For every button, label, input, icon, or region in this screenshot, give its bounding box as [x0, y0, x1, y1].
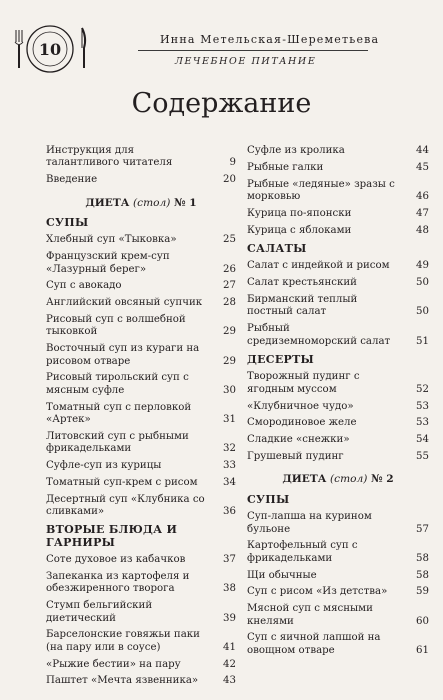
diet-1-label: ДИЕТА [85, 196, 134, 209]
toc-entry-page: 51 [416, 335, 429, 347]
toc-entry-page: 25 [223, 234, 236, 246]
toc-entry-title: Рыбный средиземноморский салат [247, 323, 391, 347]
toc-entry-title: Хлебный суп «Тыковка» [46, 234, 177, 246]
toc-entry-page: 54 [416, 434, 429, 446]
toc-entry-title: Смородиновое желе [247, 417, 357, 429]
toc-entry-page: 53 [416, 400, 429, 412]
toc-entry-title: Мясной суп с мясными кнелями [247, 603, 373, 627]
toc-entry [247, 417, 429, 429]
toc-entry-page: 32 [223, 443, 236, 455]
toc-entry-title: Восточный суп из кураги на рисовом отваре [46, 343, 200, 367]
toc-entry [247, 401, 429, 413]
toc-entry [46, 234, 236, 246]
toc-entry [46, 477, 236, 489]
toc-entry-title: Барселонские говяжьи паки (на пару или в соусе) [46, 629, 200, 653]
mains-heading: ВТОРЫЕ БЛЮДА И ГАРНИРЫ [46, 523, 178, 549]
toc-entry-page: 58 [416, 552, 429, 564]
toc-entry [46, 659, 236, 671]
soups-2-heading: СУПЫ [247, 492, 290, 506]
diet-1-heading [46, 197, 236, 209]
toc-entry-page: 45 [416, 161, 429, 173]
toc-entry [247, 323, 429, 348]
toc-entry-title: Английский овсяный супчик [46, 297, 203, 309]
toc-entry-title: Запеканка из картофеля и обезжиренного творога [46, 571, 190, 595]
toc-entry-page: 57 [416, 523, 429, 535]
toc-entry-page: 48 [416, 224, 429, 236]
toc-entry [46, 372, 236, 397]
toc-entry-page: 53 [416, 417, 429, 429]
toc-entry-title: Томатный суп-крем с рисом [46, 476, 198, 488]
toc-entry-page: 33 [223, 460, 236, 472]
toc-entry-title: Творожный пудинг с ягодным муссом [247, 371, 360, 395]
toc-entry [247, 260, 429, 272]
header-divider [138, 50, 368, 51]
toc-entry [46, 174, 236, 186]
toc-entry [247, 162, 429, 174]
toc-entry-page: 28 [223, 297, 236, 309]
toc-entry [247, 451, 429, 463]
diet-2-table-label: (стол) [330, 473, 368, 486]
toc-entry [46, 460, 236, 472]
toc-entry-page: 41 [223, 641, 236, 653]
toc-entry-page: 34 [223, 476, 236, 488]
toc-right-column [247, 145, 429, 662]
toc-entry-title: Рисовый суп с волшебной тыковкой [46, 314, 186, 338]
toc-intro-group [46, 145, 236, 187]
author-name: Инна Метельская-Шереметьева [160, 33, 380, 46]
toc-entry-title: Суфле из кролика [247, 145, 345, 156]
toc-entry [247, 632, 429, 657]
toc-entry-title: Французский крем-суп «Лазурный берег» [46, 251, 170, 275]
toc-entry-title: Щи обычные [247, 569, 317, 581]
toc-entry-title: Грушевый пудинг [247, 451, 344, 463]
toc-entry-page: 59 [416, 586, 429, 598]
toc-entry-title: Бирманский теплый постный салат [247, 294, 358, 318]
toc-entry-page: 38 [223, 583, 236, 595]
toc-entry [46, 314, 236, 339]
toc-entry-title: Рыбные галки [247, 161, 324, 173]
toc-entry-title: Сладкие «снежки» [247, 434, 350, 446]
diet-1-number: № 1 [170, 196, 197, 209]
toc-entry-page: 20 [223, 174, 236, 186]
toc-entry-title: Суп-лапша на курином бульоне [247, 511, 372, 535]
soups-heading: СУПЫ [46, 216, 89, 230]
toc-entry [247, 511, 429, 536]
toc-entry [247, 434, 429, 446]
toc-entry-title: Суфле-суп из курицы [46, 460, 162, 472]
toc-entry-page: 27 [223, 280, 236, 292]
toc-entry-page: 29 [223, 326, 236, 338]
toc-entry-page: 42 [223, 658, 236, 670]
toc-entry [46, 145, 236, 170]
toc-entry-page: 36 [223, 506, 236, 518]
toc-entry [247, 603, 429, 628]
toc-entry [247, 145, 429, 157]
toc-entry-title: «Клубничное чудо» [247, 400, 354, 412]
toc-entry-page: 58 [416, 569, 429, 581]
diet-2-heading [247, 473, 429, 485]
toc-entry-page: 60 [416, 615, 429, 627]
diet-2-number: № 2 [367, 473, 394, 486]
toc-entry-title: Введение [46, 174, 98, 186]
toc-entry-title: Десертный суп «Клубника со сливками» [46, 493, 205, 518]
toc-soups-group [46, 234, 236, 518]
toc-entry [46, 297, 236, 309]
toc-entry [46, 554, 236, 566]
toc-entry [247, 225, 429, 237]
toc-entry [247, 277, 429, 289]
toc-entry-page: 37 [223, 554, 236, 566]
toc-soups-2-group [247, 511, 429, 657]
toc-entry [247, 570, 429, 582]
toc-entry-title: Рыбные «ледяные» зразы с морковью [247, 178, 395, 202]
toc-left-column [46, 145, 236, 692]
toc-entry-page: 50 [416, 277, 429, 289]
toc-entry-page: 61 [416, 644, 429, 656]
toc-entry [46, 343, 236, 368]
toc-entry-title: Суп с яичной лапшой на овощном отваре [247, 632, 381, 656]
series-title: ЛЕЧЕБНОЕ ПИТАНИЕ [175, 56, 317, 67]
toc-entry [247, 294, 429, 319]
diet-2-label: ДИЕТА [282, 473, 331, 486]
diet-1-table-label: (стол) [133, 196, 171, 209]
toc-entry-title: «Рыжие бестии» на пару [46, 658, 181, 670]
toc-entry [46, 280, 236, 292]
toc-entry-page: 52 [416, 383, 429, 395]
page-number: 10 [38, 40, 62, 59]
toc-entry-page: 43 [223, 675, 236, 687]
toc-entry-page: 44 [416, 145, 429, 156]
toc-entry [46, 600, 236, 625]
toc-entry-title: Паштет «Мечта язвенника» [46, 675, 199, 687]
toc-entry [46, 431, 236, 456]
salads-heading: САЛАТЫ [247, 242, 307, 255]
toc-entry [46, 571, 236, 596]
toc-desserts-group [247, 371, 429, 463]
toc-entry-title: Суп с рисом «Из детства» [247, 586, 388, 598]
toc-entry-title: Инструкция для талантливого читателя [46, 145, 173, 169]
toc-entry-title: Суп с авокадо [46, 280, 122, 292]
toc-entry-page: 55 [416, 451, 429, 463]
toc-entry-page: 39 [223, 612, 236, 624]
toc-entry [46, 675, 236, 687]
toc-entry-page: 50 [416, 306, 429, 318]
page-title: Содержание [131, 88, 312, 119]
toc-entry [247, 586, 429, 598]
toc-entry [247, 540, 429, 565]
toc-entry-title: Салат крестьянский [247, 277, 357, 289]
toc-salads-group [247, 260, 429, 348]
toc-entry [46, 251, 236, 276]
toc-entry-page: 9 [229, 157, 236, 169]
toc-entry-page: 26 [223, 263, 236, 275]
toc-entry-page: 47 [416, 207, 429, 219]
toc-entry [247, 208, 429, 220]
toc-entry-title: Стумп бельгийский диетический [46, 600, 153, 624]
desserts-heading: ДЕСЕРТЫ [247, 353, 315, 367]
toc-entry-title: Салат с индейкой и рисом [247, 260, 390, 272]
toc-entry-page: 30 [223, 384, 236, 396]
toc-mains-continued-group [247, 145, 429, 237]
toc-entry-page: 49 [416, 260, 429, 272]
toc-entry-page: 29 [223, 355, 236, 367]
toc-entry-title: Рисовый тирольский суп с мясным суфле [46, 372, 189, 396]
toc-entry-title: Картофельный суп с фрикадельками [247, 540, 358, 564]
toc-entry-page: 31 [223, 414, 236, 426]
toc-entry-title: Литовский суп с рыбными фрикадельками [46, 430, 189, 455]
toc-entry [46, 629, 236, 654]
toc-entry-title: Томатный суп с перловкой «Артек» [46, 401, 192, 426]
toc-mains-group [46, 554, 236, 688]
toc-entry-title: Курица с яблоками [247, 224, 352, 236]
toc-entry-page: 46 [416, 191, 429, 202]
toc-entry [46, 402, 236, 427]
toc-entry [46, 494, 236, 519]
toc-entry [247, 371, 429, 396]
toc-entry-title: Соте духовое из кабачков [46, 554, 186, 566]
toc-entry-title: Курица по-японски [247, 207, 352, 219]
toc-entry [247, 179, 429, 204]
